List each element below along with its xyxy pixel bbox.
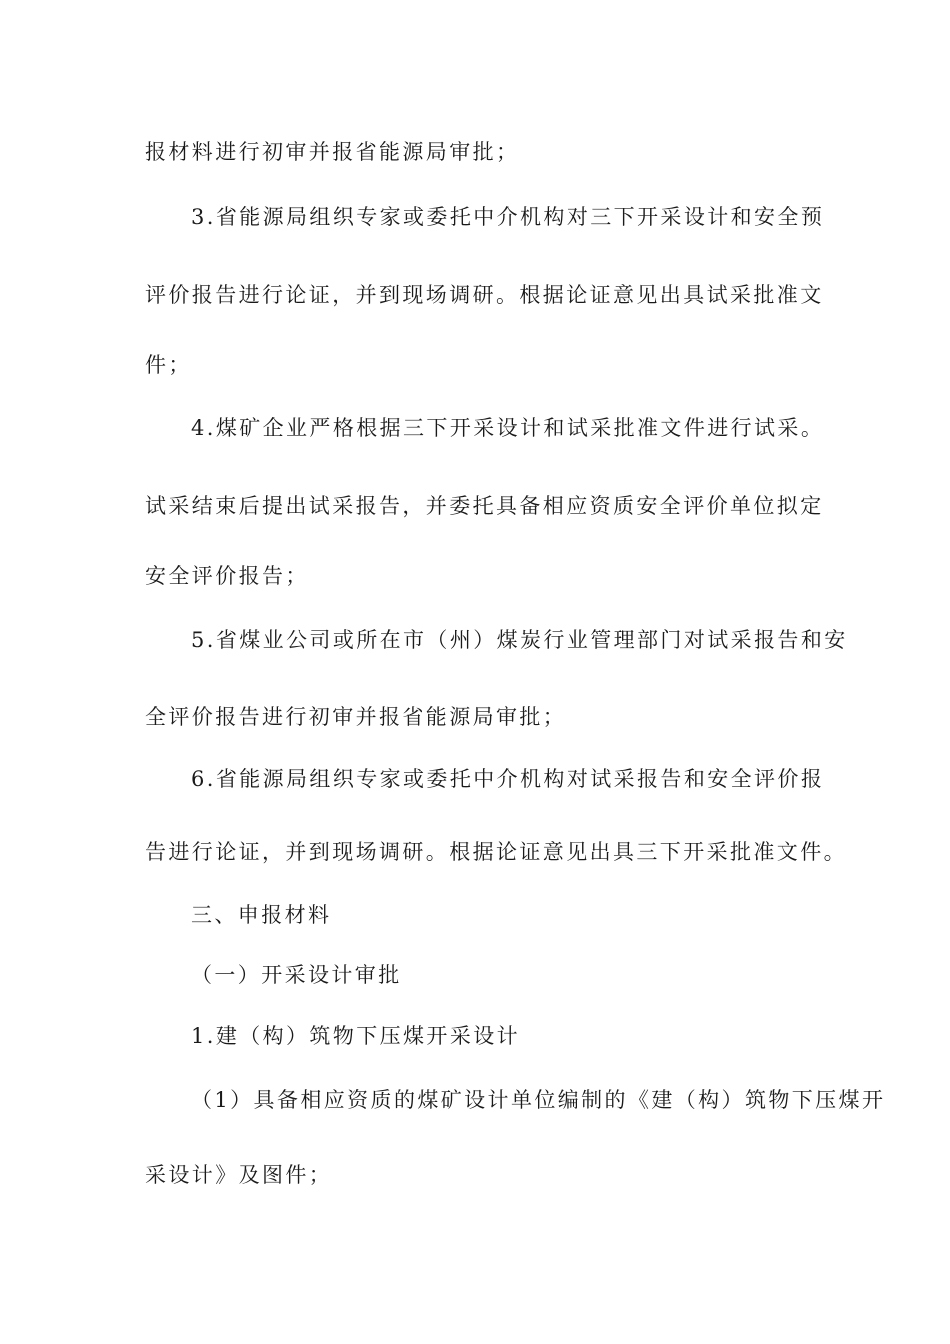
text-line: 4.煤矿企业严格根据三下开采设计和试采批准文件进行试采。 (191, 416, 825, 440)
subsection-heading: （一）开采设计审批 (191, 963, 402, 987)
text-line: 采设计》及图件； (145, 1163, 333, 1187)
text-line: （1）具备相应资质的煤矿设计单位编制的《建（构）筑物下压煤开 (191, 1088, 886, 1112)
text-line: 全评价报告进行初审并报省能源局审批； (145, 705, 567, 729)
text-line: 安全评价报告； (145, 564, 309, 588)
section-heading: 三、申报材料 (191, 903, 332, 927)
text-line: 评价报告进行论证，并到现场调研。根据论证意见出具试采批准文 (145, 283, 824, 307)
text-line: 5.省煤业公司或所在市（州）煤炭行业管理部门对试采报告和安 (191, 628, 848, 652)
text-line: 试采结束后提出试采报告，并委托具备相应资质安全评价单位拟定 (145, 494, 824, 518)
text-line: 6.省能源局组织专家或委托中介机构对试采报告和安全评价报 (191, 767, 825, 791)
text-line: 报材料进行初审并报省能源局审批； (145, 140, 520, 164)
text-line: 3.省能源局组织专家或委托中介机构对三下开采设计和安全预 (191, 205, 825, 229)
text-line: 告进行论证，并到现场调研。根据论证意见出具三下开采批准文件。 (145, 840, 847, 864)
item-heading: 1.建（构）筑物下压煤开采设计 (191, 1024, 521, 1048)
text-line: 件； (145, 353, 192, 377)
